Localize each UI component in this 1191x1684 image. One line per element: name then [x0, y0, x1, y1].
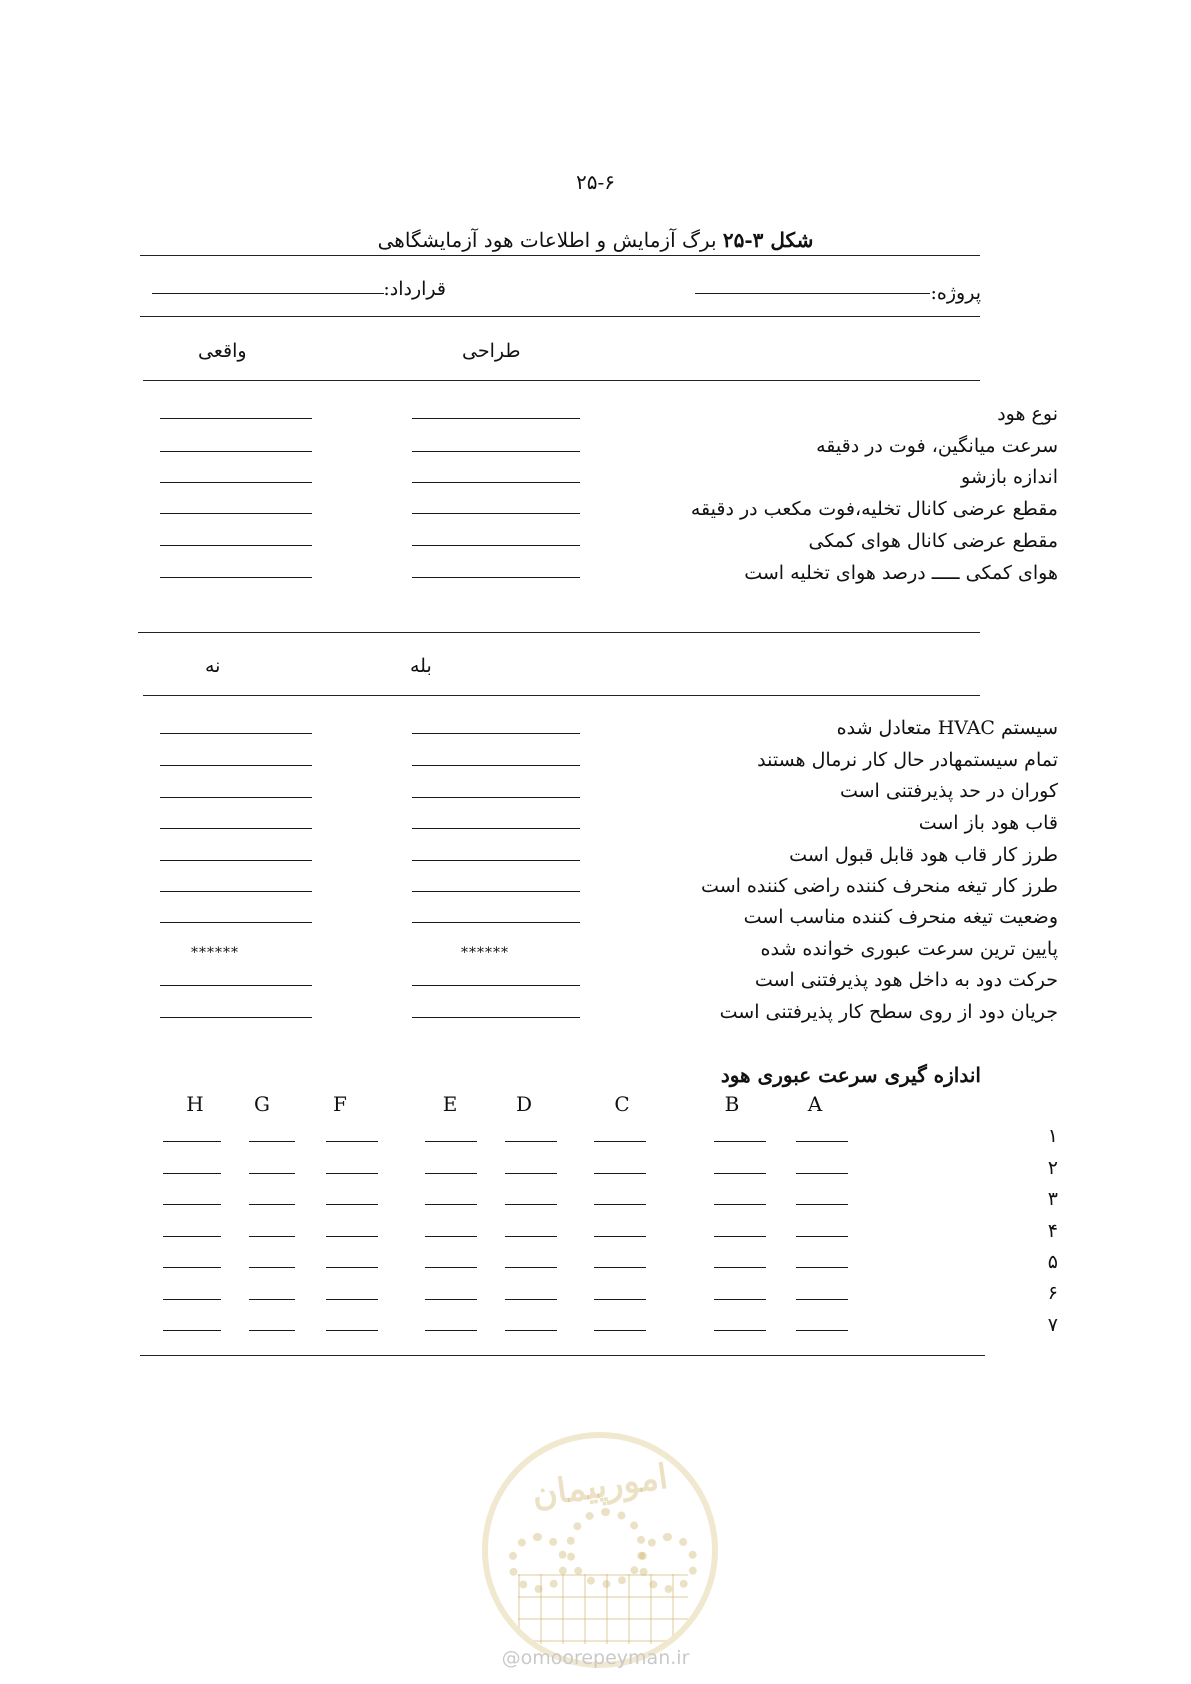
measurement-cell[interactable]: [326, 1267, 378, 1268]
bottom-rule: [140, 1355, 985, 1356]
list-item: مقطع عرضی کانال تخلیه،فوت مکعب در دقیقه: [690, 498, 1058, 520]
measurement-cell[interactable]: [714, 1204, 766, 1205]
actual-field[interactable]: [160, 513, 312, 514]
yes-field[interactable]: [412, 828, 580, 829]
yes-field[interactable]: [412, 765, 580, 766]
measurement-cell[interactable]: [796, 1299, 848, 1300]
measurement-cell[interactable]: [505, 1236, 557, 1237]
measurement-cell[interactable]: [425, 1204, 477, 1205]
measurement-cell[interactable]: [594, 1236, 646, 1237]
yes-field[interactable]: [412, 891, 580, 892]
measurement-cell[interactable]: [326, 1141, 378, 1142]
actual-field[interactable]: [160, 577, 312, 578]
measurement-cell[interactable]: [714, 1267, 766, 1268]
design-field[interactable]: [412, 418, 580, 419]
row-number: ۵: [1047, 1251, 1058, 1273]
measurement-cell[interactable]: [594, 1173, 646, 1174]
list-item: طرز کار قاب هود قابل قبول است: [789, 844, 1058, 866]
design-field[interactable]: [412, 545, 580, 546]
measurement-cell[interactable]: [594, 1204, 646, 1205]
measurement-cell[interactable]: [796, 1204, 848, 1205]
list-item: حرکت دود به داخل هود پذیرفتنی است: [754, 969, 1058, 991]
measurement-cell[interactable]: [796, 1236, 848, 1237]
column-header: C: [614, 1092, 630, 1116]
project-field[interactable]: [695, 293, 930, 294]
yes-field[interactable]: [412, 985, 580, 986]
no-field[interactable]: [160, 860, 312, 861]
measurement-cell[interactable]: [594, 1267, 646, 1268]
row-number: ۴: [1047, 1220, 1058, 1242]
list-item: سیستم HVAC متعادل شده: [836, 717, 1058, 739]
contract-label: قرارداد:: [383, 278, 446, 300]
measurement-cell[interactable]: [594, 1299, 646, 1300]
col-no-header: نه: [205, 655, 221, 677]
rule-4: [138, 632, 980, 633]
actual-field[interactable]: [160, 451, 312, 452]
measurement-cell[interactable]: [505, 1173, 557, 1174]
design-field[interactable]: [412, 482, 580, 483]
design-field[interactable]: [412, 513, 580, 514]
measurement-cell[interactable]: [796, 1173, 848, 1174]
column-header: B: [724, 1092, 740, 1116]
figure-number: شکل ۳-۲۵: [722, 228, 814, 252]
list-item: کوران در حد پذیرفتنی است: [839, 780, 1058, 802]
measurement-cell[interactable]: [163, 1204, 221, 1205]
col-actual-header: واقعی: [198, 340, 247, 362]
measurement-cell[interactable]: [505, 1267, 557, 1268]
no-field[interactable]: [160, 765, 312, 766]
list-item: طرز کار تیغه منحرف کننده راضی کننده است: [701, 875, 1058, 897]
project-label: پروژه:: [930, 282, 981, 304]
rule-3: [143, 380, 980, 381]
row-number: ۲: [1047, 1157, 1058, 1179]
measurement-cell[interactable]: [249, 1236, 295, 1237]
yes-field[interactable]: [412, 733, 580, 734]
measurement-cell[interactable]: [796, 1141, 848, 1142]
list-item: پایین ترین سرعت عبوری خوانده شده: [760, 938, 1058, 960]
measurement-cell[interactable]: [163, 1141, 221, 1142]
page-number: ۲۵-۶: [576, 170, 615, 194]
measurement-cell[interactable]: [163, 1267, 221, 1268]
form-title: [0, 228, 1191, 252]
list-item: نوع هود: [997, 403, 1058, 425]
measurement-cell[interactable]: [594, 1330, 646, 1331]
yes-field[interactable]: [412, 860, 580, 861]
no-field[interactable]: [160, 1017, 312, 1018]
measurement-cell[interactable]: [505, 1141, 557, 1142]
list-item: سرعت میانگین، فوت در دقیقه: [816, 435, 1058, 457]
measurement-cell[interactable]: [594, 1141, 646, 1142]
no-field[interactable]: [160, 985, 312, 986]
measurement-cell[interactable]: [326, 1236, 378, 1237]
no-field[interactable]: [160, 891, 312, 892]
measurement-cell[interactable]: [163, 1173, 221, 1174]
list-item: اندازه بازشو: [961, 466, 1058, 488]
column-header: D: [515, 1092, 533, 1116]
column-header: H: [186, 1092, 204, 1116]
col-yes-header: بله: [410, 655, 432, 677]
actual-field[interactable]: [160, 482, 312, 483]
measurement-heading: اندازه گیری سرعت عبوری هود: [720, 1063, 981, 1087]
stars-no: ******: [191, 945, 239, 961]
measurement-cell[interactable]: [425, 1173, 477, 1174]
measurement-cell[interactable]: [249, 1173, 295, 1174]
measurement-cell[interactable]: [714, 1236, 766, 1237]
measurement-cell[interactable]: [425, 1330, 477, 1331]
measurement-cell[interactable]: [249, 1141, 295, 1142]
measurement-cell[interactable]: [714, 1299, 766, 1300]
actual-field[interactable]: [160, 418, 312, 419]
watermark-logo: [482, 1432, 718, 1668]
measurement-cell[interactable]: [505, 1299, 557, 1300]
column-header: F: [333, 1092, 347, 1116]
row-number: ۶: [1047, 1282, 1058, 1304]
no-field[interactable]: [160, 797, 312, 798]
list-item: قاب هود باز است: [918, 812, 1058, 834]
design-field[interactable]: [412, 451, 580, 452]
measurement-cell[interactable]: [163, 1299, 221, 1300]
list-item: هوای کمکی ـــــ درصد هوای تخلیه است: [744, 562, 1058, 584]
measurement-cell[interactable]: [249, 1330, 295, 1331]
measurement-cell[interactable]: [326, 1330, 378, 1331]
measurement-cell[interactable]: [714, 1141, 766, 1142]
measurement-cell[interactable]: [425, 1236, 477, 1237]
row-number: ۱: [1047, 1125, 1058, 1147]
yes-field[interactable]: [412, 1017, 580, 1018]
measurement-cell[interactable]: [326, 1204, 378, 1205]
watermark-site: @omoorepeyman.ir: [501, 1647, 690, 1669]
measurement-cell[interactable]: [326, 1299, 378, 1300]
design-field[interactable]: [412, 577, 580, 578]
list-item: وضعیت تیغه منحرف کننده مناسب است: [743, 906, 1058, 928]
column-header: G: [254, 1092, 270, 1116]
measurement-cell[interactable]: [249, 1204, 295, 1205]
list-item: تمام سیستمهادر حال کار نرمال هستند: [757, 749, 1058, 771]
rule-5: [143, 695, 980, 696]
actual-field[interactable]: [160, 545, 312, 546]
measurement-cell[interactable]: [796, 1330, 848, 1331]
no-field[interactable]: [160, 733, 312, 734]
no-field[interactable]: [160, 922, 312, 923]
stars-yes: ******: [461, 945, 509, 961]
col-design-header: طراحی: [462, 340, 521, 362]
watermark-text: امورپیمان: [529, 1456, 671, 1516]
measurement-cell[interactable]: [163, 1330, 221, 1331]
row-number: ۷: [1047, 1314, 1058, 1336]
measurement-cell[interactable]: [505, 1330, 557, 1331]
measurement-cell[interactable]: [425, 1299, 477, 1300]
column-header: A: [807, 1092, 823, 1116]
row-number: ۳: [1047, 1188, 1058, 1210]
no-field[interactable]: [160, 828, 312, 829]
measurement-cell[interactable]: [326, 1173, 378, 1174]
measurement-cell[interactable]: [714, 1173, 766, 1174]
rule-2: [140, 316, 980, 317]
yes-field[interactable]: [412, 922, 580, 923]
yes-field[interactable]: [412, 797, 580, 798]
measurement-cell[interactable]: [505, 1204, 557, 1205]
measurement-cell[interactable]: [425, 1141, 477, 1142]
column-header: E: [442, 1092, 458, 1116]
grid-pattern: [518, 1574, 688, 1644]
measurement-cell[interactable]: [249, 1299, 295, 1300]
form-title-text: برگ آزمایش و اطلاعات هود آزمایشگاهی: [377, 228, 723, 252]
measurement-cell[interactable]: [714, 1330, 766, 1331]
measurement-cell[interactable]: [425, 1267, 477, 1268]
measurement-cell[interactable]: [796, 1267, 848, 1268]
measurement-cell[interactable]: [163, 1236, 221, 1237]
top-rule: [140, 255, 980, 256]
list-item: جریان دود از روی سطح کار پذیرفتنی است: [719, 1001, 1058, 1023]
measurement-cell[interactable]: [249, 1267, 295, 1268]
list-item: مقطع عرضی کانال هوای کمکی: [808, 530, 1058, 552]
contract-field[interactable]: [152, 293, 384, 294]
